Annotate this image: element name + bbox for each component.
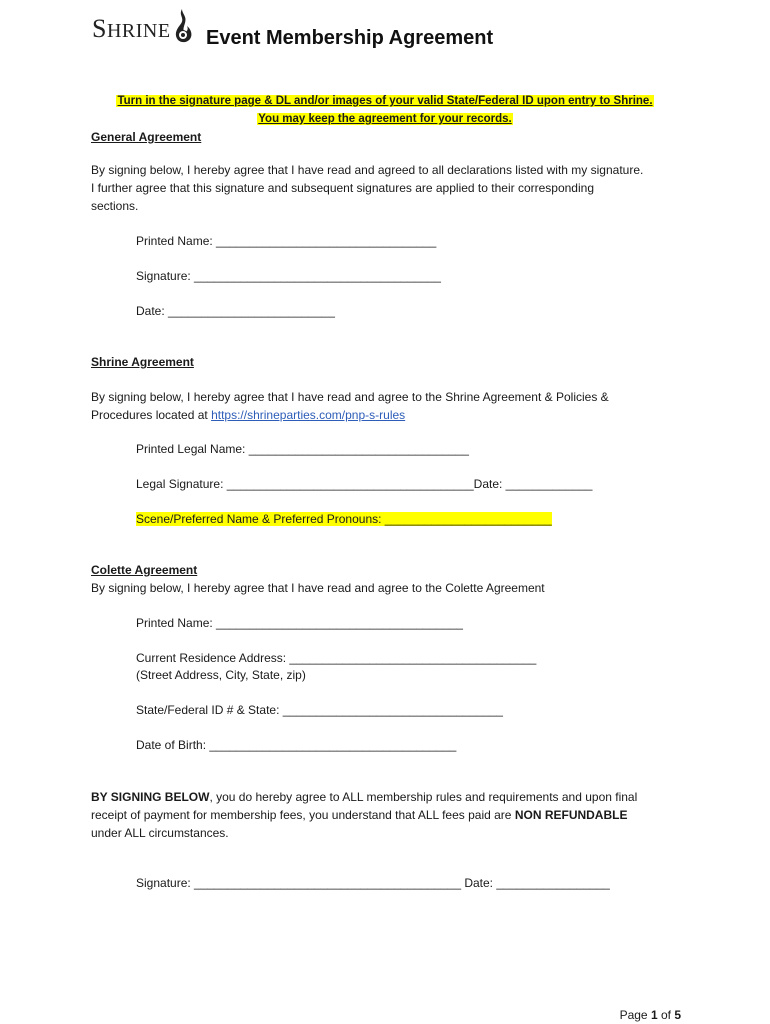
shrine-logo xyxy=(92,8,200,48)
general-date-field[interactable]: Date: _________________________ xyxy=(136,304,335,318)
page-number: Page 1 of 5 xyxy=(619,1008,681,1022)
shrine-para-line-1: By signing below, I hereby agree that I have read and agree to the Shrine Agreement & Policies & xyxy=(91,390,609,404)
policies-link[interactable]: https://shrineparties.com/pnp-s-rules xyxy=(211,408,406,422)
colette-printed-name-field[interactable]: Printed Name: _____________________________________ xyxy=(136,616,463,630)
general-printed-name-field[interactable]: Printed Name: _________________________________ xyxy=(136,234,437,248)
final-para-line-3: under ALL circumstances. xyxy=(91,826,229,840)
general-para-line-1: By signing below, I hereby agree that I have read and agreed to all declarations listed with my signature. xyxy=(91,163,644,177)
notice-line-1: Turn in the signature page & DL and/or images of your valid State/Federal ID upon entry to Shrine. xyxy=(117,95,653,107)
general-para-line-2: I further agree that this signature and subsequent signatures are applied to their corresponding xyxy=(91,181,594,195)
final-signature-field[interactable]: Signature: ________________________________________ Date: _________________ xyxy=(136,876,610,890)
final-para-line-2: receipt of payment for membership fees, you understand that ALL fees paid are NON REFUNDABLE xyxy=(91,808,628,822)
shrine-legal-signature-field[interactable]: Legal Signature: _____________________________________Date: _____________ xyxy=(136,477,593,491)
general-para-line-3: sections. xyxy=(91,199,139,213)
date-of-birth-field[interactable]: Date of Birth: _____________________________________ xyxy=(136,738,457,752)
address-hint: (Street Address, City, State, zip) xyxy=(136,668,306,682)
colette-agreement-heading: Colette Agreement xyxy=(91,563,198,577)
general-agreement-heading: General Agreement xyxy=(91,130,202,144)
colette-para: By signing below, I hereby agree that I have read and agree to the Colette Agreement xyxy=(91,581,545,595)
shrine-agreement-heading: Shrine Agreement xyxy=(91,355,194,369)
general-signature-field[interactable]: Signature: _____________________________________ xyxy=(136,269,441,283)
notice-line-2: You may keep the agreement for your records. xyxy=(258,113,512,125)
state-id-field[interactable]: State/Federal ID # & State: _________________________________ xyxy=(136,703,503,717)
flame-icon xyxy=(170,8,194,44)
logo-wordmark: SHRINE xyxy=(92,14,171,43)
residence-address-field[interactable]: Current Residence Address: _____________________________________ xyxy=(136,651,537,665)
shrine-para-line-2: Procedures located at https://shrineparties.com/pnp-s-rules xyxy=(91,408,406,422)
shrine-printed-legal-name-field[interactable]: Printed Legal Name: _________________________________ xyxy=(136,442,469,456)
final-para-line-1: BY SIGNING BELOW, you do hereby agree to ALL membership rules and requirements and upon final xyxy=(91,790,638,804)
page-title: Event Membership Agreement xyxy=(206,27,494,49)
scene-name-field[interactable]: Scene/Preferred Name & Preferred Pronouns: _________________________ xyxy=(136,512,552,526)
